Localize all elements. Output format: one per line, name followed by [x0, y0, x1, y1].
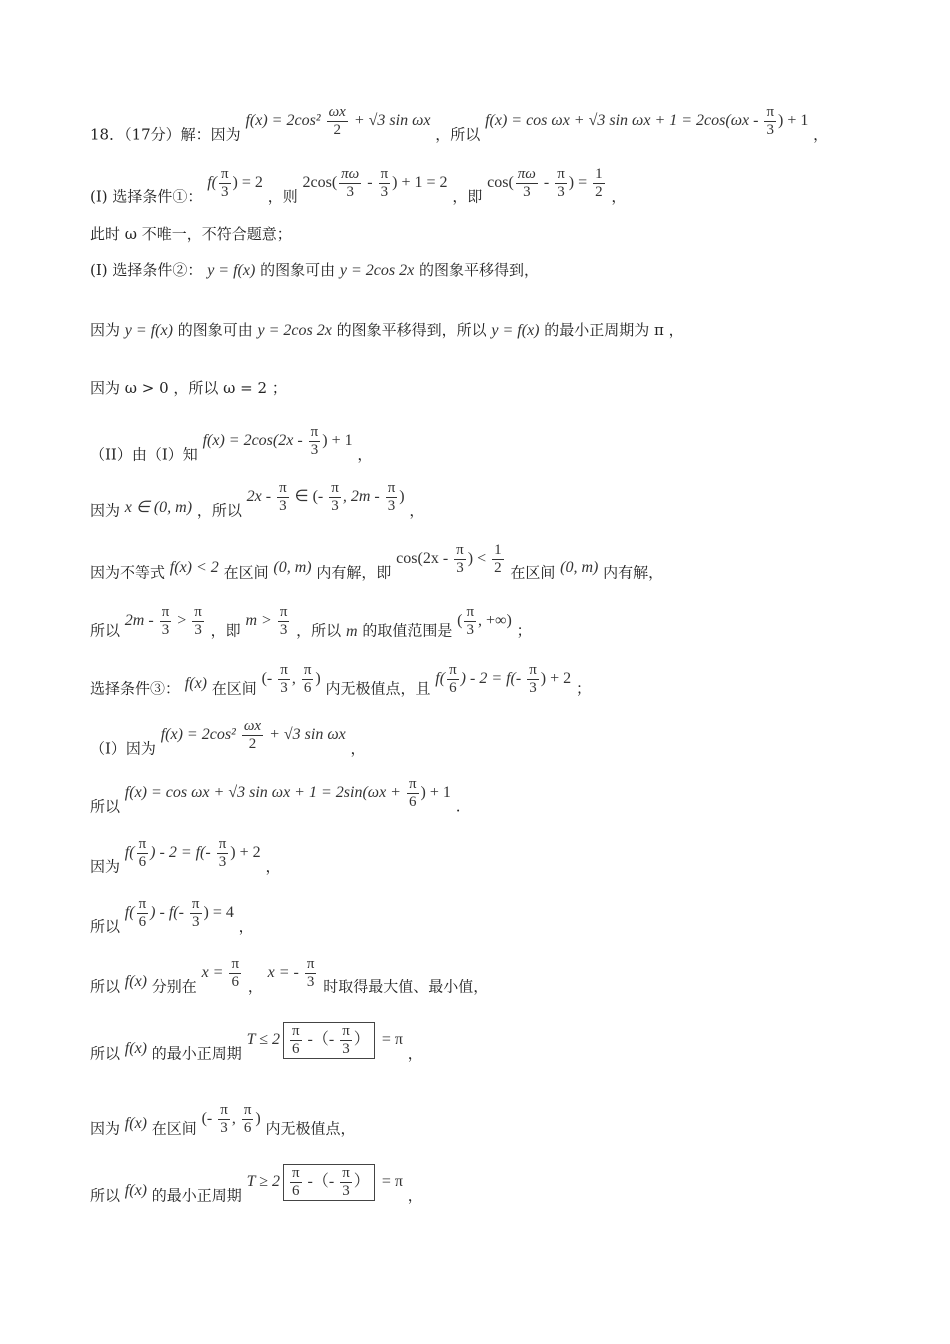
- formula: [485, 104, 808, 139]
- formula: 2x - $\frac{\pi}{3}$ ∈ (- $\frac{\pi}{3}$ , 2m - $\frac{\pi}{3}$ ): [246, 480, 405, 514]
- text: 内有解，: [603, 563, 664, 582]
- text: 选择条件③：: [90, 679, 181, 698]
- text: ，: [611, 187, 627, 206]
- line-10: [90, 604, 532, 649]
- text: 的图象平移得到，所以: [336, 321, 487, 339]
- formula: y = f(x): [207, 262, 256, 279]
- math: + √3 sin ωx: [349, 112, 431, 130]
- text: ，则: [267, 187, 298, 206]
- text: （I）因为: [90, 739, 156, 758]
- line-2: [90, 166, 627, 215]
- formula: f(x) = 2cos(2x - $\frac{\pi}{3}$ ) + 1: [202, 424, 353, 458]
- formula: (- $\frac{\pi}{3}$ , $\frac{\pi}{6}$ ): [261, 662, 321, 696]
- text: 所以: [90, 797, 121, 816]
- formula: f(x): [124, 1039, 147, 1057]
- formula: [245, 104, 430, 139]
- line-14: [90, 836, 281, 885]
- line-9: [90, 542, 664, 591]
- text: （II）由（I）知: [90, 445, 198, 464]
- text: 在区间: [223, 563, 269, 582]
- formula: cos( $\frac{\pi\omega}{3}$ - $\frac{\pi}{3}$ ) = $\frac{1}{2}$: [487, 166, 603, 200]
- text: 的图象可由: [260, 261, 336, 279]
- text: ，: [407, 1186, 423, 1205]
- line-17: [90, 1023, 423, 1073]
- text: ，: [350, 739, 366, 758]
- text: 因为: [90, 321, 121, 339]
- formula: x = - $\frac{\pi}{3}$: [267, 956, 315, 990]
- formula: f( $\frac{\pi}{6}$ ) - 2 = f(- $\frac{\pi}{3}$ ) + 2: [435, 662, 572, 696]
- formula: 2m - $\frac{\pi}{3}$ > $\frac{\pi}{3}$: [124, 604, 202, 638]
- formula: f(x) < 2: [169, 558, 219, 576]
- text: 时取得最大值、最小值，: [323, 977, 489, 996]
- text: 因为: [90, 1119, 121, 1138]
- text: .: [455, 797, 461, 816]
- formula: f(x): [124, 1181, 147, 1199]
- math: f(x) = 2cos²: [245, 112, 325, 130]
- math: f(x) = cos ωx + √3 sin ωx + 1 = 2cos(ωx -: [485, 112, 763, 130]
- text: 所以: [90, 621, 121, 640]
- formula: (0, m): [560, 558, 599, 576]
- text: (I) 选择条件②：: [90, 261, 203, 279]
- line-11: [90, 662, 591, 707]
- text: ，所以: [296, 621, 342, 640]
- text: ，: [409, 501, 425, 520]
- text: ，: [265, 857, 281, 876]
- line-19: [90, 1165, 423, 1215]
- text: 因为不等式: [90, 563, 166, 582]
- text: 的最小正周期: [151, 1044, 242, 1063]
- formula: T ≤ 2 $\frac{\pi}{6}$ -（- $\frac{\pi}{3}$ ） = π: [246, 1023, 403, 1057]
- text: 因为 ω > 0 ，所以 ω = 2 ；: [90, 379, 287, 397]
- text: 在区间: [510, 563, 556, 582]
- formula: f(x) = cos ωx + √3 sin ωx + 1 = 2sin(ωx + $\frac{\pi}{6}$ ) + 1: [124, 776, 451, 810]
- text: ，: [247, 977, 263, 996]
- formula: (0, m): [273, 558, 312, 576]
- formula: y = f(x): [491, 322, 540, 339]
- formula: y = 2cos 2x: [339, 262, 415, 279]
- formula: cos(2x - $\frac{\pi}{3}$ ) < $\frac{1}{2}$: [396, 542, 502, 576]
- formula: T ≥ 2 $\frac{\pi}{6}$ -（- $\frac{\pi}{3}$ ） = π: [246, 1165, 403, 1199]
- text: ，即: [210, 621, 241, 640]
- text: ；: [575, 679, 591, 698]
- text: 内无极值点，: [265, 1119, 356, 1138]
- formula: f(x): [184, 674, 207, 692]
- text: ，: [357, 445, 373, 464]
- text: ，: [813, 125, 829, 144]
- text: 的最小正周期为 π ，: [544, 321, 684, 339]
- formula: f( $\frac{\pi}{6}$ ) - f(- $\frac{\pi}{3}$ ) = 4: [124, 896, 234, 930]
- formula: y = f(x): [124, 322, 173, 339]
- formula: m > $\frac{\pi}{3}$: [245, 604, 288, 638]
- math: ) + 1: [778, 112, 809, 130]
- text: 的图象可由: [177, 321, 253, 339]
- text: (I) 选择条件①：: [90, 187, 203, 206]
- text: 所以: [90, 917, 121, 936]
- line-3: [90, 224, 292, 244]
- text: 18．（17分）解：因为: [90, 125, 241, 144]
- formula: m: [345, 622, 358, 640]
- formula: 2cos( $\frac{\pi\omega}{3}$ - $\frac{\pi}{3}$ ) + 1 = 2: [302, 166, 448, 200]
- text: 此时 ω 不唯一，不符合题意；: [90, 225, 292, 243]
- formula: f( $\frac{\pi}{6}$ ) - 2 = f(- $\frac{\pi}{3}$ ) + 2: [124, 836, 261, 870]
- text: 因为: [90, 857, 121, 876]
- text: 所以: [90, 977, 121, 996]
- formula: (- $\frac{\pi}{3}$ , $\frac{\pi}{6}$ ): [201, 1102, 261, 1136]
- line-15: [90, 896, 254, 945]
- line-13: [90, 776, 461, 825]
- text: 内有解，即: [316, 563, 392, 582]
- line-18: [90, 1102, 356, 1147]
- line-5: [90, 320, 684, 341]
- text: 所以: [90, 1186, 121, 1205]
- line-4: [90, 260, 539, 281]
- line-6: [90, 378, 287, 398]
- line-1: [90, 104, 829, 153]
- text: 所以: [90, 1044, 121, 1063]
- formula: x = $\frac{\pi}{6}$: [201, 956, 240, 990]
- text: ；: [516, 621, 532, 640]
- formula: f(x): [124, 972, 147, 990]
- formula: ( $\frac{\pi}{3}$ , +∞): [457, 604, 512, 638]
- text: 在区间: [211, 679, 257, 698]
- text: ，即: [452, 187, 483, 206]
- formula: f(x) = 2cos² $\frac{\omega x}{2}$ + √3 sin ωx: [160, 718, 346, 752]
- text: 在区间: [151, 1119, 197, 1138]
- text: 因为: [90, 501, 121, 520]
- fraction: $\frac{\pi}{3}$: [766, 104, 775, 138]
- formula: f(x): [124, 1114, 147, 1132]
- text: ，所以: [196, 501, 242, 520]
- formula: y = 2cos 2x: [257, 322, 332, 339]
- text: ，所以: [435, 125, 481, 144]
- line-12: [90, 718, 366, 767]
- text: 内无极值点，且: [325, 679, 431, 698]
- line-7: [90, 424, 373, 473]
- fraction: $\frac{\omega x}{2}$: [328, 104, 346, 138]
- text: ，: [407, 1044, 423, 1063]
- line-8: [90, 480, 425, 529]
- text: 分别在: [151, 977, 197, 996]
- text: 的取值范围是: [362, 621, 453, 640]
- text: ，: [238, 917, 254, 936]
- formula: x ∈ (0, m): [124, 498, 193, 516]
- text: 的图象平移得到，: [418, 261, 539, 279]
- line-16: [90, 956, 489, 1005]
- formula: f( $\frac{\pi}{3}$ ) = 2: [207, 166, 263, 200]
- text: 的最小正周期: [151, 1186, 242, 1205]
